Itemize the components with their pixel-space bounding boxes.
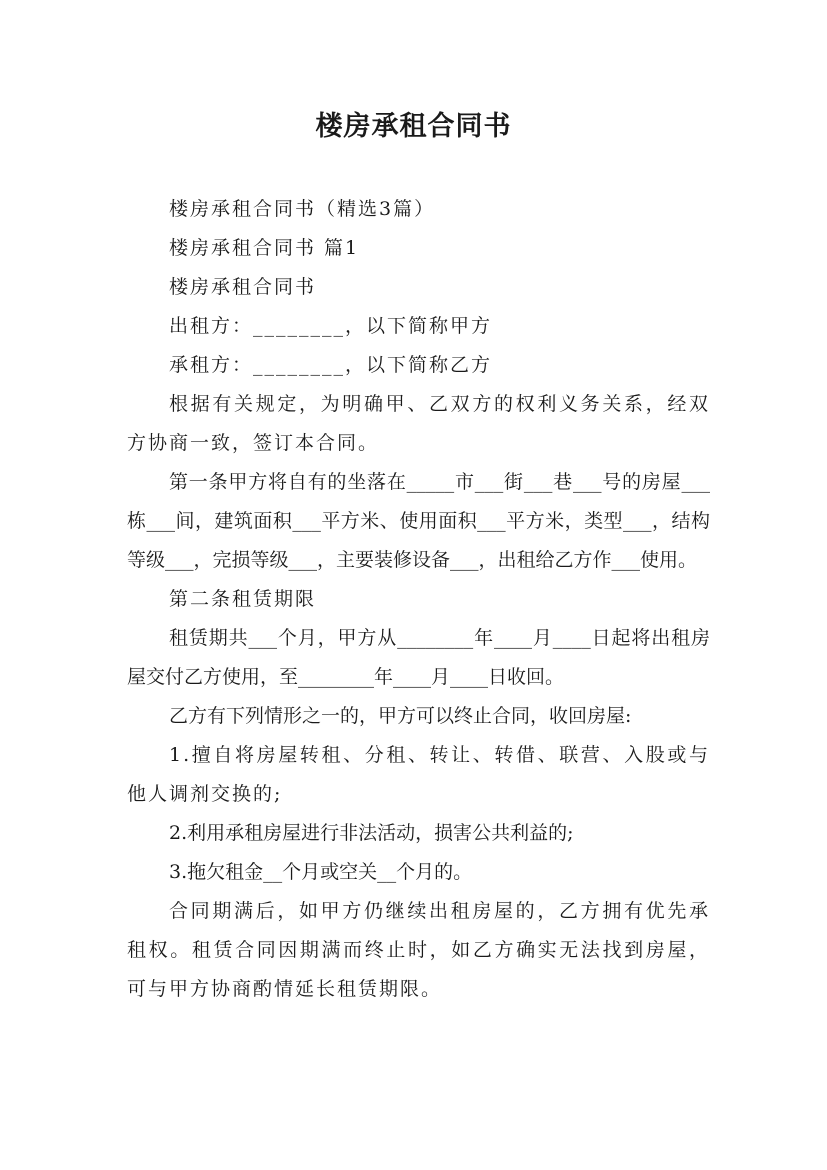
document-title: 楼房承租合同书 [315, 111, 512, 142]
paragraph-preamble: 根据有关规定，为明确甲、乙双方的权利义务关系，经双方协商一致，签订本合同。 [127, 393, 710, 454]
paragraph-condition-2: 2.利用承租房屋进行非法活动，损害公共利益的; [169, 822, 574, 844]
paragraph-termination-conditions: 乙方有下列情形之一的，甲方可以终止合同，收回房屋: [169, 705, 632, 727]
paragraph-renewal: 合同期满后，如甲方仍继续出租房屋的，乙方拥有优先承租权。租赁合同因期满而终止时，如乙方确实无法找到房屋，可与甲方协商酌情延长租赁期限。 [127, 900, 710, 1000]
paragraph-article-2-heading: 第二条租赁期限 [169, 588, 317, 610]
paragraph-contract-name: 楼房承租合同书 [169, 276, 317, 298]
paragraph-lease-term: 租赁期共___个月，甲方从________年____月____日起将出租房屋交付乙方使用，至________年____月____日收回。 [127, 627, 710, 688]
paragraph-condition-3: 3.拖欠租金__个月或空关__个月的。 [169, 861, 473, 883]
paragraph-lessor: 出租方：________，以下简称甲方 [169, 315, 493, 337]
paragraph-condition-1: 1.擅自将房屋转租、分租、转让、转借、联营、入股或与他人调剂交换的; [127, 744, 710, 805]
paragraph-article-1: 第一条甲方将自有的坐落在_____市___街___巷___号的房屋___栋___间，建筑面积___平方米、使用面积___平方米，类型___，结构等级___，完损等级___，主要装修设备___，出租给乙方作___使用。 [127, 471, 710, 571]
paragraph-section-heading: 楼房承租合同书 篇1 [169, 237, 360, 259]
document-body [127, 190, 710, 1009]
paragraph-lessee: 承租方：________，以下简称乙方 [169, 354, 493, 376]
paragraph-subtitle: 楼房承租合同书（精选3篇） [169, 198, 436, 220]
